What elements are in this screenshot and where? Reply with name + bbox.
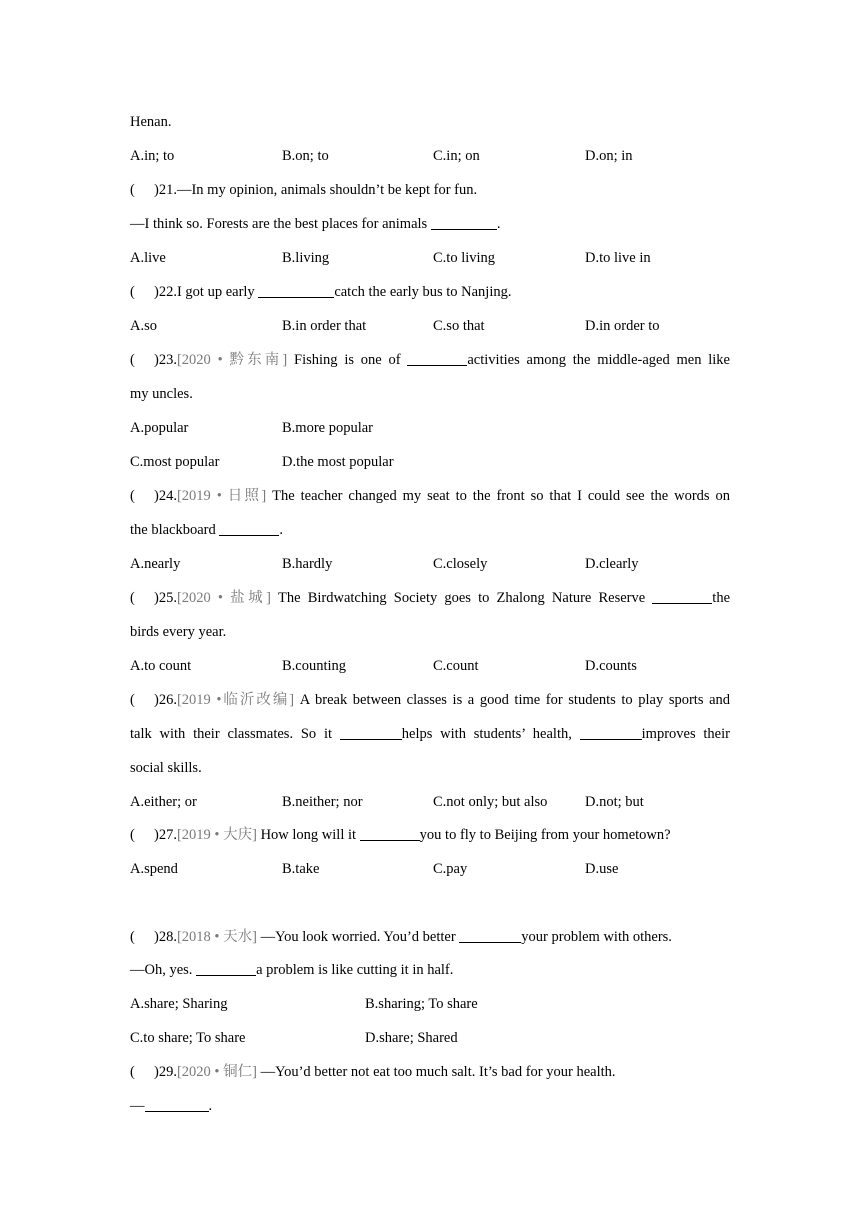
q27-option-d: D.use [585,861,619,877]
q24-option-a: A.nearly [130,556,181,572]
q25-option-c: C.count [433,658,479,674]
q26-stem: ( )26.[2019 •临沂改编] A break between classes is a good time for students to play sports and [130,692,730,708]
answer-paren[interactable]: ( [130,929,135,945]
q27-option-c: C.pay [433,861,468,877]
q29-line2: — . [130,1098,213,1114]
q23-stem: ( )23.[2020 • 黔东南] Fishing is one of activities among the middle-aged men like [130,352,730,368]
q23-blank[interactable] [407,351,467,366]
answer-paren[interactable]: ( [130,1064,135,1080]
q26-blank-2[interactable] [580,725,642,740]
answer-paren[interactable]: ( [130,692,135,708]
q28-line2: —Oh, yes. a problem is like cutting it in half. [130,962,454,978]
q24-stem: ( )24.[2019 • 日照] The teacher changed my seat to the front so that I could see the words on [130,488,730,504]
q21-option-c: C.to living [433,250,496,266]
q23-option-b: B.more popular [282,420,374,436]
answer-paren[interactable]: ( [130,352,135,368]
q28-blank-1[interactable] [459,928,521,943]
q26-option-b: B.neither; nor [282,794,363,810]
q28-option-c: C.to share; To share [130,1030,246,1046]
q21-line1: —In my opinion, animals shouldn’t be kept for fun. [176,182,478,198]
q26-line2: talk with their classmates. So it helps with students’ health, improves their [130,726,730,742]
q25-stem: ( )25.[2020 • 盐城] The Birdwatching Society goes to Zhalong Nature Reserve the [130,590,731,606]
q29-blank[interactable] [145,1097,209,1112]
q25-option-a: A.to count [130,658,192,674]
q28-option-b: B.sharing; To share [365,996,478,1012]
q25-blank[interactable] [652,589,712,604]
q24-option-d: D.clearly [585,556,639,572]
q25-option-d: D.counts [585,658,637,674]
q26-option-a: A.either; or [130,794,197,810]
q27-number: )27. [154,827,177,843]
q23-option-d: D.the most popular [282,454,394,470]
q29-number: )29. [154,1064,177,1080]
q20-option-a: A.in; to [130,148,175,164]
q24-option-b: B.hardly [282,556,333,572]
q27-option-b: B.take [282,861,320,877]
q23-number: )23. [154,352,177,368]
q21-option-a: A.live [130,250,166,266]
q29-source: [2020 • 铜仁] [176,1064,257,1080]
q20-option-c: C.in; on [433,148,480,164]
q27-blank[interactable] [360,826,420,841]
q28-blank-2[interactable] [196,961,256,976]
q26-line3: social skills. [130,760,202,776]
q26-option-d: D.not; but [585,794,644,810]
q23-option-c: C.most popular [130,454,220,470]
q22-option-d: D.in order to [585,318,660,334]
q27-stem: ( )27.[2019 • 大庆] How long will it you to fly to Beijing from your hometown? [130,827,671,843]
q23-option-a: A.popular [130,420,189,436]
q21-blank[interactable] [431,215,497,230]
q26-blank-1[interactable] [340,725,402,740]
q24-number: )24. [154,488,177,504]
q28-source: [2018 • 天水] [176,929,257,945]
q28-option-a: A.share; Sharing [130,996,228,1012]
q22-blank[interactable] [258,283,334,298]
q22-option-b: B.in order that [282,318,367,334]
q21-line2: —I think so. Forests are the best places for animals . [130,216,501,232]
answer-paren[interactable]: ( [130,488,135,504]
q28-option-d: D.share; Shared [365,1030,458,1046]
answer-paren[interactable]: ( [130,284,135,300]
q25-number: )25. [154,590,177,606]
q26-number: )26. [154,692,177,708]
q20-option-b: B.on; to [282,148,329,164]
q24-line2: the blackboard . [130,522,284,538]
answer-paren[interactable]: ( [130,590,135,606]
q22-option-a: A.so [130,318,157,334]
q21-option-d: D.to live in [585,250,651,266]
q24-blank[interactable] [219,521,279,536]
q27-source: [2019 • 大庆] [176,827,257,843]
q23-line2: my uncles. [130,386,193,402]
q28-stem: ( )28.[2018 • 天水] —You look worried. You’d better your problem with others. [130,929,672,945]
q26-source: [2019 •临沂改编] [176,692,295,708]
q24-option-c: C.closely [433,556,488,572]
q25-source: [2020 • 盐城] [176,590,271,606]
intro-text: Henan. [130,114,172,130]
q22-option-c: C.so that [433,318,485,334]
q21-number: )21. [154,182,177,198]
q23-source: [2020 • 黔东南] [176,352,288,368]
answer-paren[interactable]: ( [130,182,135,198]
q24-source: [2019 • 日照] [176,488,267,504]
q25-line2: birds every year. [130,624,227,640]
q29-stem: ( )29.[2020 • 铜仁] —You’d better not eat too much salt. It’s bad for your health. [130,1064,616,1080]
q26-option-c: C.not only; but also [433,794,548,810]
q27-option-a: A.spend [130,861,178,877]
q22-stem: ( )22.I got up early catch the early bus to Nanjing. [130,284,512,300]
answer-paren[interactable]: ( [130,827,135,843]
q25-option-b: B.counting [282,658,347,674]
q21-stem [130,180,477,200]
q28-number: )28. [154,929,177,945]
q22-number: )22. [154,284,177,300]
q21-option-b: B.living [282,250,330,266]
q20-option-d: D.on; in [585,148,633,164]
